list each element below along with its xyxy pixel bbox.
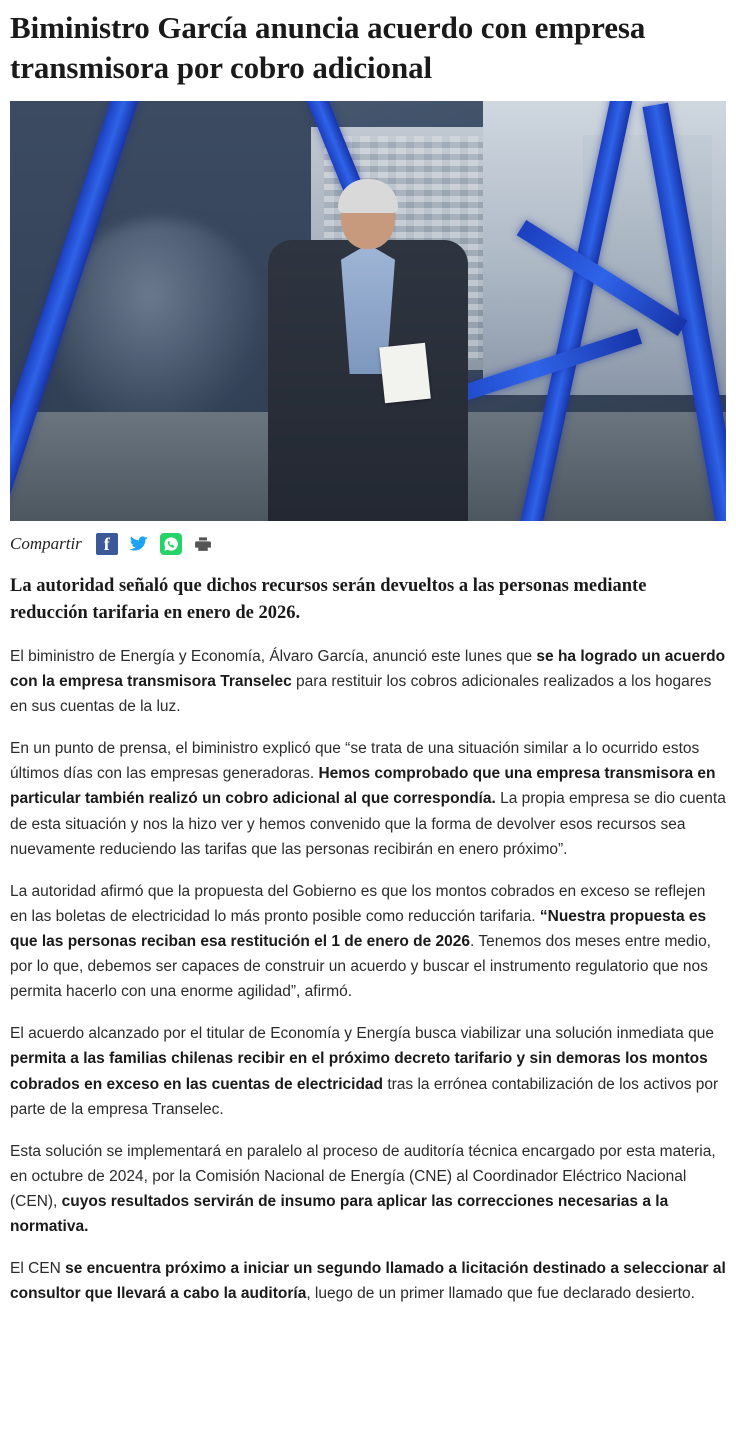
article-paragraph (10, 879, 726, 1005)
paragraph-emphasis: se ha logrado un acuerdo con la empresa transmisora Transelec (10, 647, 726, 690)
article-paragraph (10, 736, 726, 862)
page-title: Biministro García anuncia acuerdo con empresa transmisora por cobro adicional (10, 10, 646, 85)
paragraph-text: La autoridad afirmó que la propuesta del Gobierno es que los montos cobrados en exceso se reflejen en las boletas de electricidad lo más pronto posible como reducción tarifaria. (10, 882, 706, 925)
paragraph-text: , luego de un primer llamado que fue declarado desierto. (306, 1285, 695, 1303)
press-conference-photo (10, 101, 726, 521)
photo-person-papers (380, 343, 432, 404)
paragraph-text: Esta solución se implementará en paralelo al proceso de auditoría técnica encargado por esta materia, en octubre de 2024, por la Comisión Nacional de Energía (CNE) al Coordinador Eléctrico Nacional (CEN), (10, 1142, 716, 1210)
paragraph-text: El CEN (10, 1260, 66, 1278)
paragraph-emphasis: “Nuestra propuesta es que las personas reciban esa restitución el 1 de enero de 2026 (10, 907, 707, 950)
article-lead: La autoridad señaló que dichos recursos serán devueltos a las personas mediante reducción tarifaria en enero de 2026. (10, 576, 647, 623)
paragraph-emphasis: Hemos comprobado que una empresa transmisora en particular también realizó un cobro adicional al que correspondía. (10, 765, 716, 808)
article-page (0, 8, 736, 1306)
article-body (10, 644, 726, 1307)
paragraph-emphasis: cuyos resultados servirán de insumo para aplicar las correcciones necesarias a la normativa. (10, 1192, 669, 1236)
article-paragraph (10, 1021, 726, 1121)
paragraph-text: . Tenemos dos meses entre medio, por lo que, debemos ser capaces de construir un acuerdo y buscar el instrumento regulatorio que nos permita hacerlo con una enorme agilidad”, afirmó. (10, 932, 711, 1001)
paragraph-text: para restituir los cobros adicionales realizados a los hogares en sus cuentas de la luz. (10, 672, 712, 716)
share-bar (10, 533, 726, 555)
twitter-icon[interactable] (128, 533, 150, 555)
article-paragraph (10, 1139, 726, 1239)
paragraph-emphasis: permita a las familias chilenas recibir en el próximo decreto tarifario y sin demoras los montos cobrados en exceso en las cuentas de electricidad (10, 1050, 708, 1093)
paragraph-text: En un punto de prensa, el biministro explicó que “se trata de una situación similar a lo ocurrido estos últimos días con las empresas generadoras. (10, 740, 700, 783)
whatsapp-icon[interactable] (160, 533, 182, 555)
article-image (10, 101, 726, 521)
paragraph-emphasis: se encuentra próximo a iniciar un segundo llamado a licitación destinado a seleccionar al consultor que llevará a cabo la auditoría (10, 1260, 726, 1303)
paragraph-text: El acuerdo alcanzado por el titular de Economía y Energía busca viabilizar una solución inmediata que (10, 1025, 714, 1043)
paragraph-text: El biministro de Energía y Economía, Álvaro García, anunció este lunes que (10, 647, 537, 665)
paragraph-text: La propia empresa se dio cuenta de esta situación y nos la hizo ver y hemos convenido que la forma de devolver esos recursos sea nuevamente reduciendo las tarifas que las personas recibirán en enero próximo”. (10, 790, 726, 858)
facebook-icon[interactable]: f (96, 533, 118, 555)
article-paragraph (10, 644, 726, 719)
paragraph-text: tras la errónea contabilización de los activos por parte de la empresa Transelec. (10, 1075, 719, 1118)
print-icon[interactable] (192, 533, 214, 555)
article-paragraph (10, 1256, 726, 1306)
share-label: Compartir (10, 534, 82, 554)
